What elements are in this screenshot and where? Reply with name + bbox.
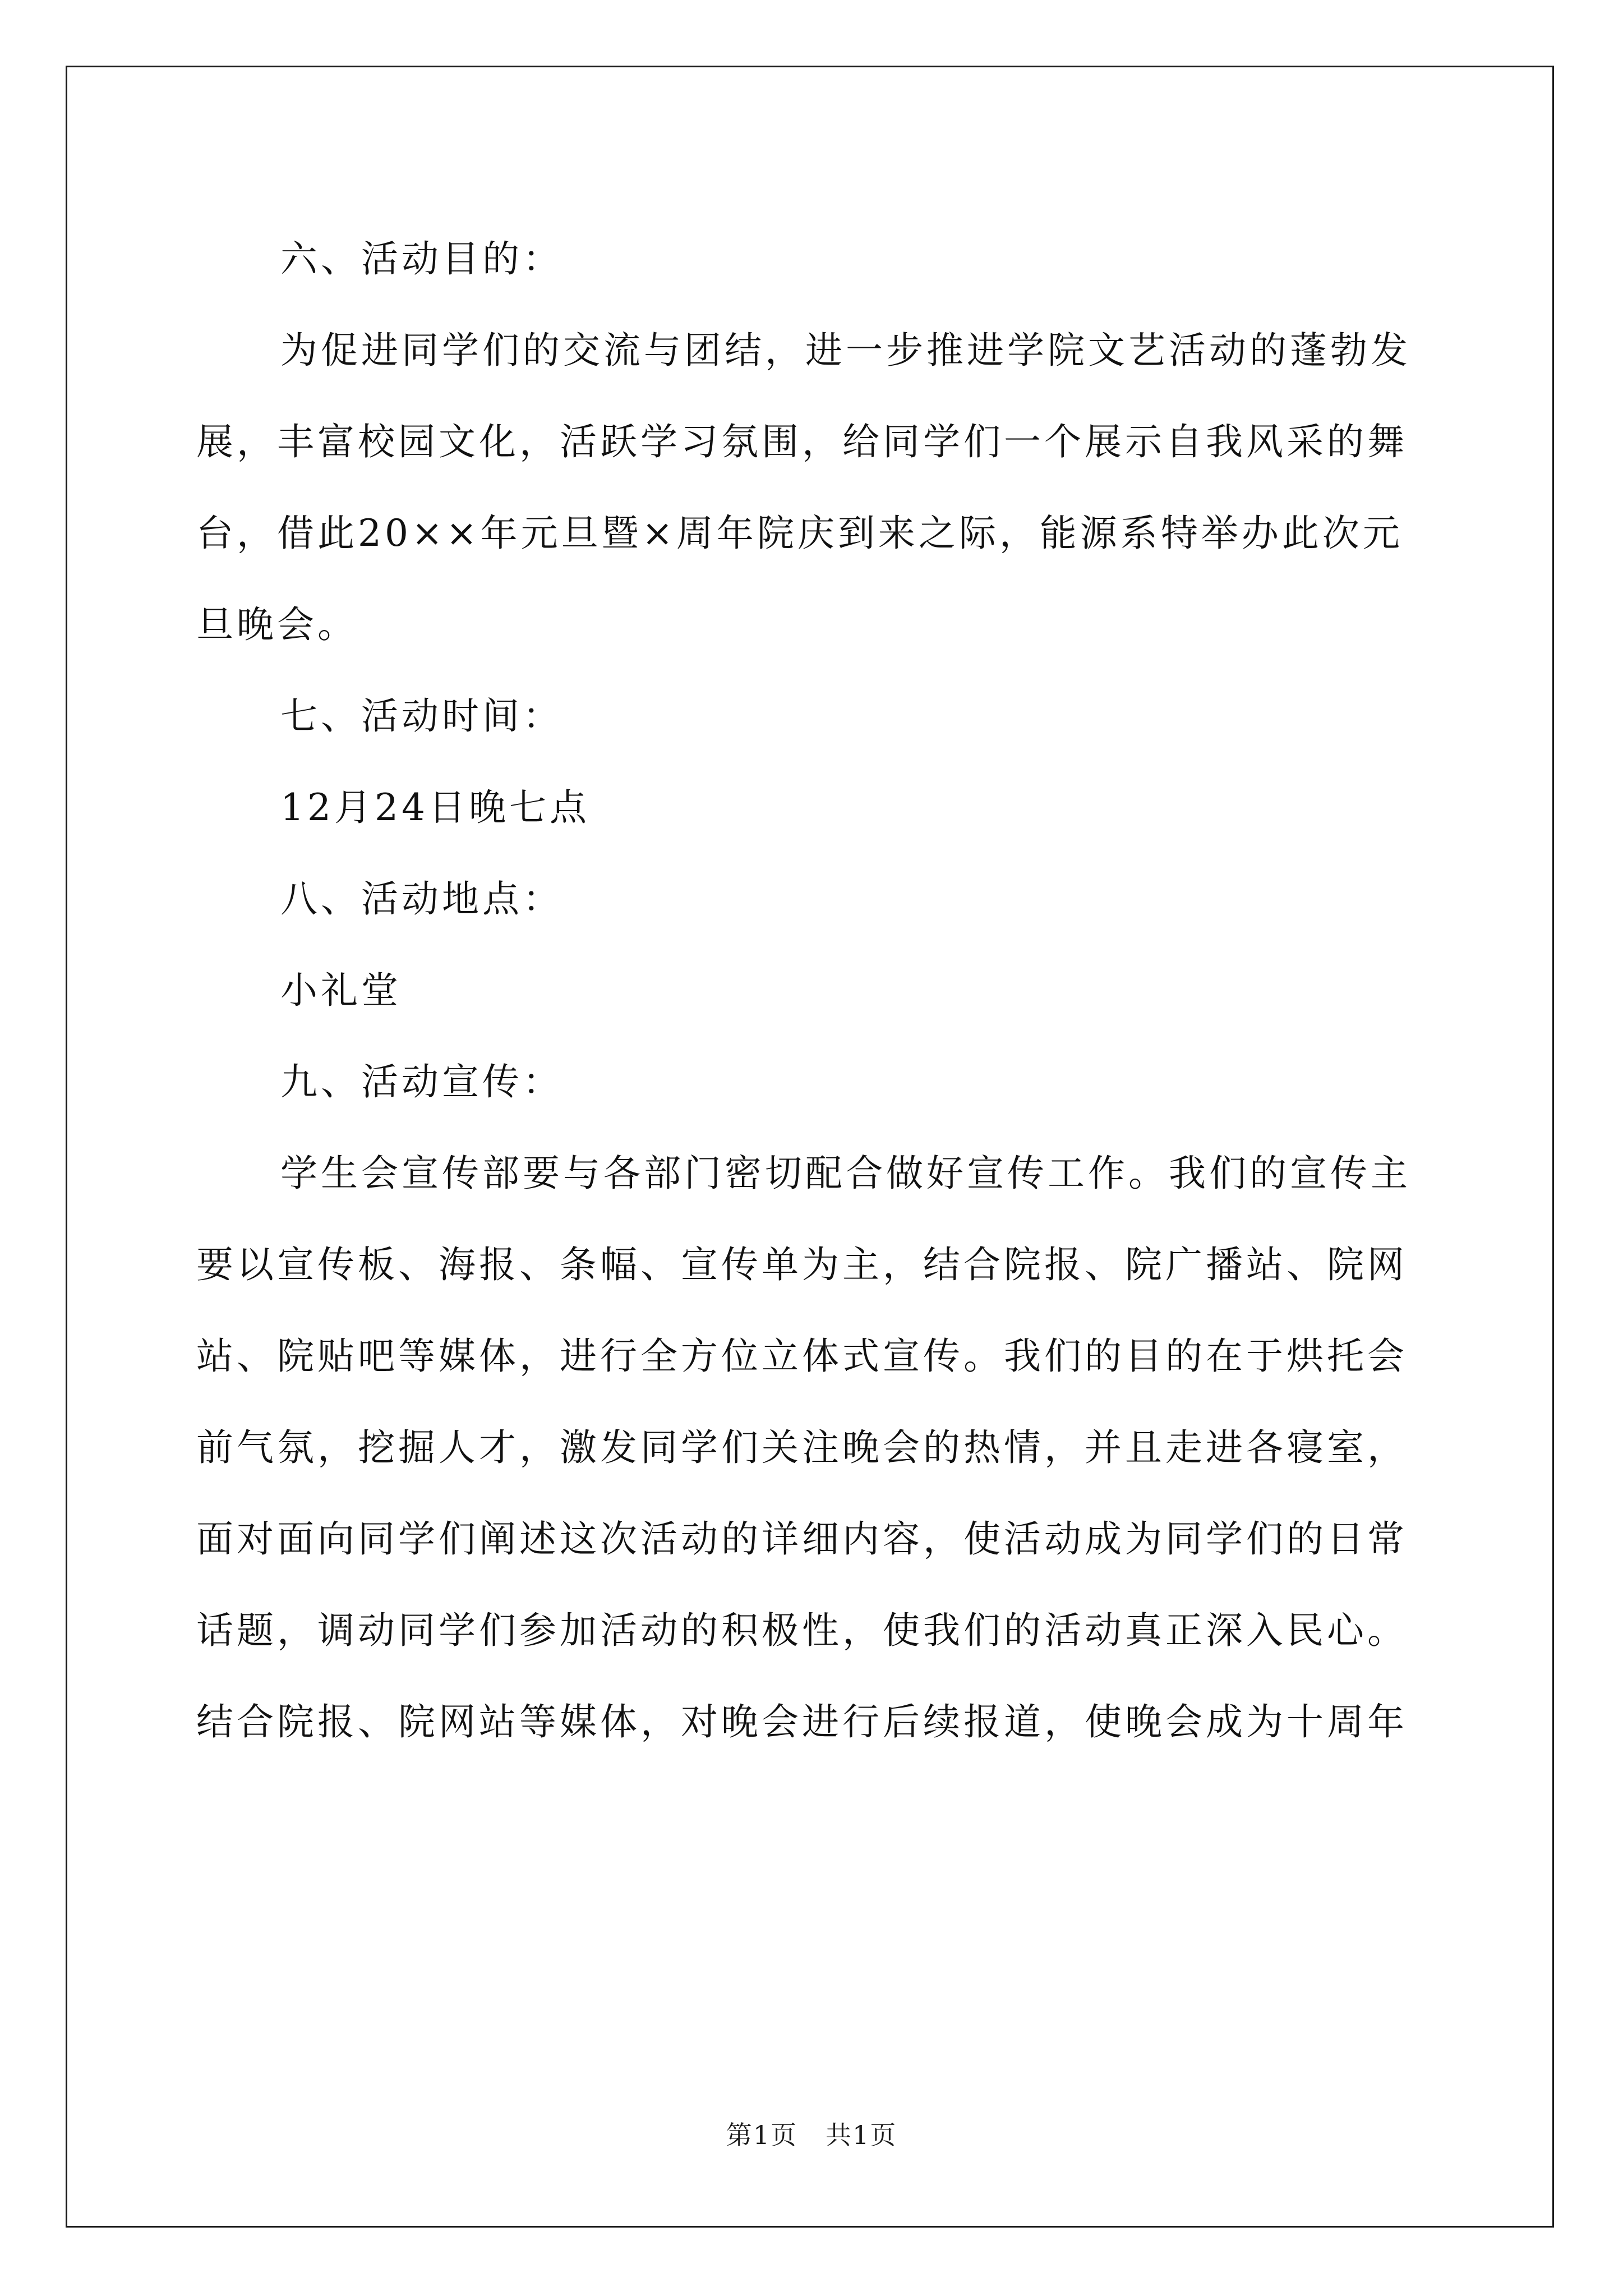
section-heading-purpose: 六、活动目的： [280, 237, 563, 280]
paragraph-line: 小礼堂 [280, 969, 402, 1012]
paragraph-line: 展，丰富校园文化，活跃学习氛围，给同学们一个展示自我风采的舞 [196, 420, 1408, 463]
paragraph-line: 前气氛，挖掘人才，激发同学们关注晚会的热情，并且走进各寝室， [196, 1426, 1408, 1469]
section-heading-location: 八、活动地点： [280, 877, 563, 921]
paragraph-line: 要以宣传板、海报、条幅、宣传单为主，结合院报、院广播站、院网 [196, 1243, 1408, 1286]
document-body [196, 213, 1430, 1768]
section-heading-publicity: 九、活动宣传： [280, 1060, 563, 1103]
paragraph-line: 台，借此20××年元旦暨×周年院庆到来之际，能源系特举办此次元 [196, 512, 1403, 555]
paragraph-line: 结合院报、院网站等媒体，对晚会进行后续报道，使晚会成为十周年 [196, 1700, 1408, 1743]
paragraph-line: 旦晚会。 [196, 603, 358, 646]
paragraph-line: 学生会宣传部要与各部门密切配合做好宣传工作。我们的宣传主 [280, 1152, 1411, 1195]
page-number-total: 共1页 [826, 2120, 897, 2150]
paragraph-line: 面对面向同学们阐述这次活动的详细内容，使活动成为同学们的日常 [196, 1517, 1408, 1561]
paragraph-line: 站、院贴吧等媒体，进行全方位立体式宣传。我们的目的在于烘托会 [196, 1335, 1408, 1378]
section-heading-time: 七、活动时间： [280, 694, 563, 738]
page-footer [0, 2115, 1623, 2152]
page-number-current: 第1页 [726, 2120, 797, 2150]
paragraph-line: 话题，调动同学们参加活动的积极性，使我们的活动真正深入民心。 [196, 1609, 1408, 1652]
paragraph-line: 12月24日晚七点 [280, 786, 590, 829]
paragraph-line: 为促进同学们的交流与团结，进一步推进学院文艺活动的蓬勃发 [280, 329, 1411, 372]
